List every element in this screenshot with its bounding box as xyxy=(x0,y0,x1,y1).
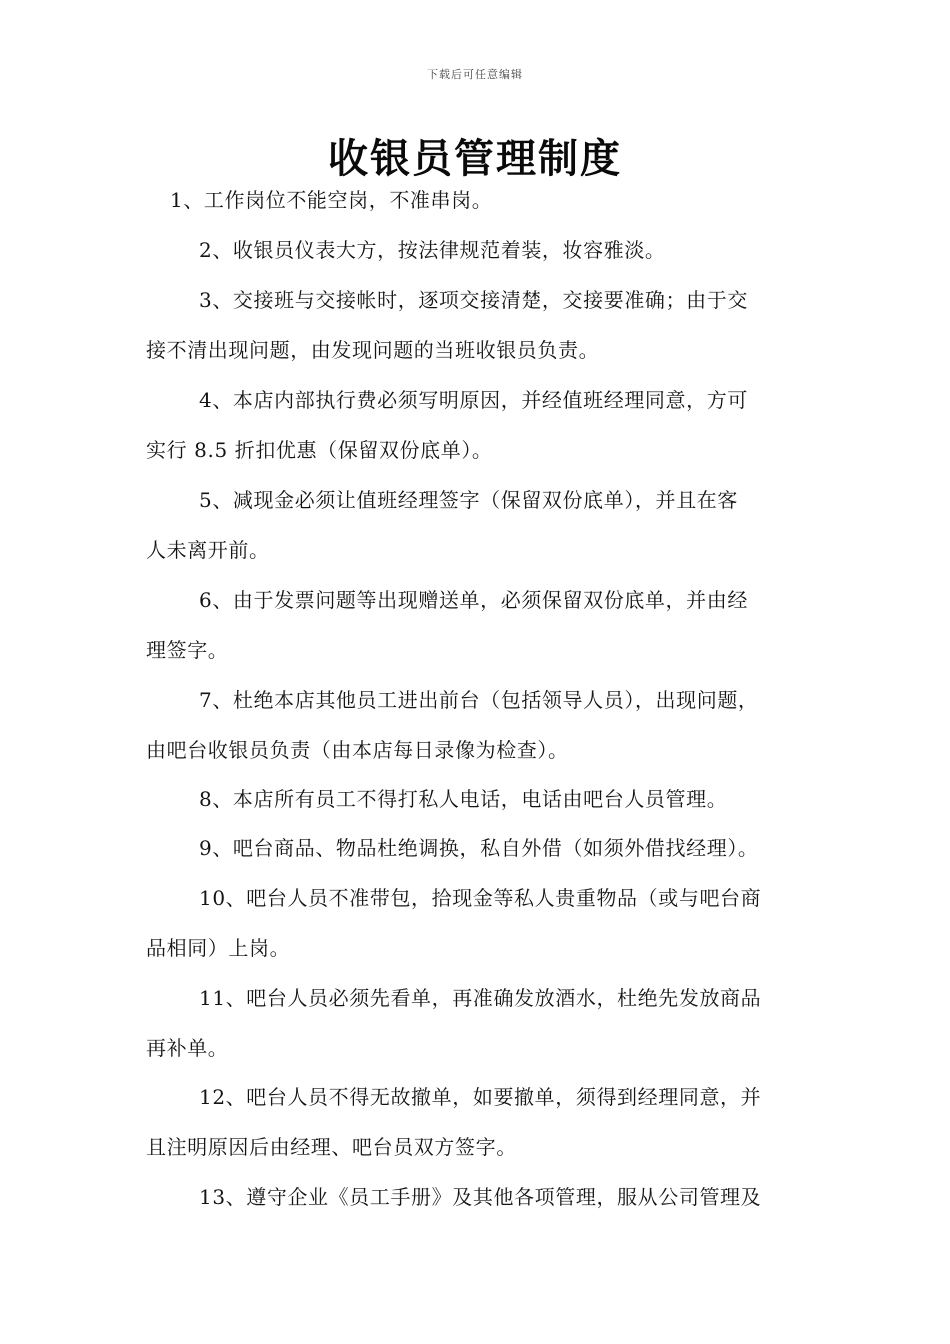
rule-9: 9、吧台商品、物品杜绝调换，私自外借（如须外借找经理）。 xyxy=(199,836,759,860)
rule-10-line-2: 品相同）上岗。 xyxy=(146,936,291,960)
document-title: 收银员管理制度 xyxy=(328,136,622,182)
rule-3-line-2: 接不清出现问题，由发现问题的当班收银员负责。 xyxy=(146,338,600,362)
rule-12-line-1: 12、吧台人员不得无故撤单，如要撤单，须得到经理同意，并 xyxy=(199,1085,762,1109)
rule-1: 1、工作岗位不能空岗，不准串岗。 xyxy=(170,188,493,212)
rule-6-line-2: 理签字。 xyxy=(146,638,229,662)
rule-13-line-1: 13、遵守企业《员工手册》及其他各项管理，服从公司管理及 xyxy=(199,1185,762,1209)
rule-2: 2、收银员仪表大方，按法律规范着装，妆容雅淡。 xyxy=(199,238,666,262)
rule-6-line-1: 6、由于发票问题等出现赠送单，必须保留双份底单，并由经 xyxy=(199,588,748,612)
rule-11-line-1: 11、吧台人员必须先看单，再准确发放酒水，杜绝先发放商品 xyxy=(199,986,762,1010)
rule-7-line-2: 由吧台收银员负责（由本店每日录像为检查）。 xyxy=(146,738,569,762)
rule-4-line-1: 4、本店内部执行费必须写明原因，并经值班经理同意，方可 xyxy=(199,388,748,412)
rule-4-line-2: 实行 8.5 折扣优惠（保留双份底单）。 xyxy=(146,438,493,462)
rule-3-line-1: 3、交接班与交接帐时，逐项交接清楚，交接要准确；由于交 xyxy=(199,288,748,312)
rule-10-line-1: 10、吧台人员不准带包，拾现金等私人贵重物品（或与吧台商 xyxy=(199,886,762,910)
header-note: 下载后可任意编辑 xyxy=(427,68,523,81)
rule-11-line-2: 再补单。 xyxy=(146,1036,229,1060)
rule-5-line-1: 5、减现金必须让值班经理签字（保留双份底单），并且在客 xyxy=(199,488,738,512)
rule-5-line-2: 人未离开前。 xyxy=(146,538,270,562)
rule-12-line-2: 且注明原因后由经理、吧台员双方签字。 xyxy=(146,1135,517,1159)
rule-8: 8、本店所有员工不得打私人电话，电话由吧台人员管理。 xyxy=(199,787,728,811)
rule-7-line-1: 7、杜绝本店其他员工进出前台（包括领导人员），出现问题， xyxy=(199,688,759,712)
